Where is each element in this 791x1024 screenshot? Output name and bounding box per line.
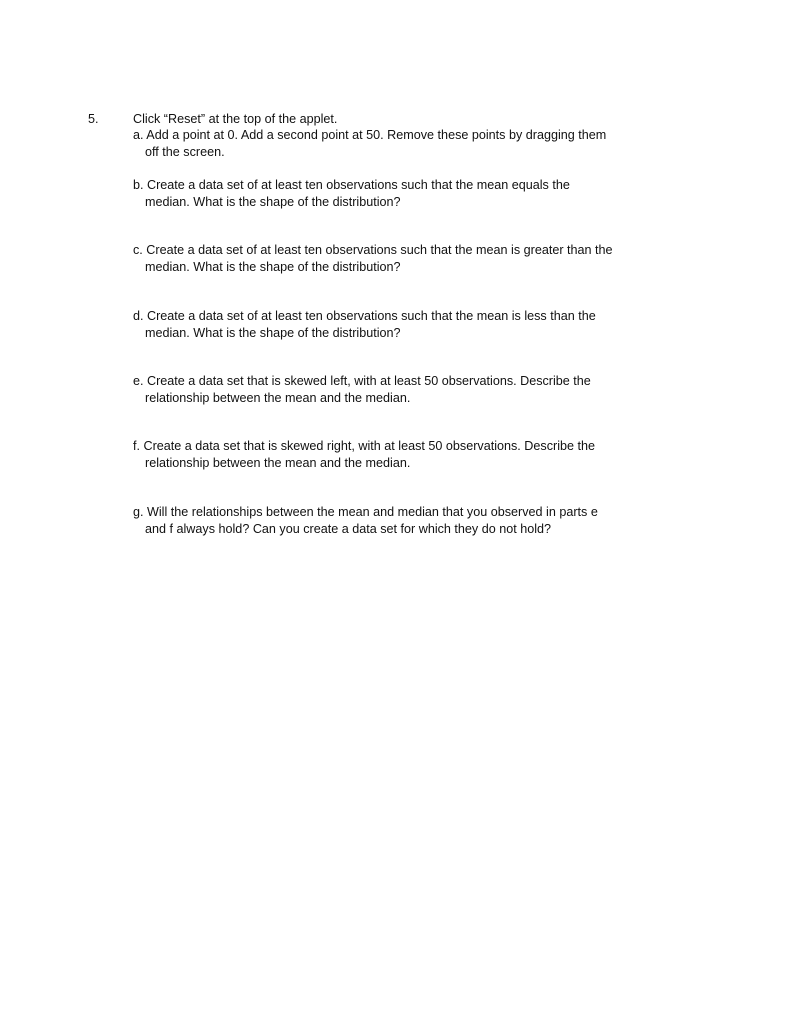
part-g-line-1: g. Will the relationships between the mean and median that you observed in parts e <box>133 505 598 519</box>
part-c-line-1: c. Create a data set of at least ten observations such that the mean is greater than the <box>133 243 613 257</box>
question-part-e <box>133 373 693 407</box>
question-part-c <box>133 242 693 276</box>
part-a-line-2: off the screen. <box>145 145 225 159</box>
part-d-line-2: median. What is the shape of the distribution? <box>145 326 401 340</box>
part-b-line-2: median. What is the shape of the distribution? <box>145 195 401 209</box>
question-part-a <box>133 127 693 161</box>
part-e-line-2: relationship between the mean and the median. <box>145 391 411 405</box>
part-f-line-2: relationship between the mean and the median. <box>145 456 411 470</box>
question-part-b <box>133 177 693 211</box>
question-number: 5. <box>88 112 99 126</box>
question-part-d <box>133 308 693 342</box>
part-a-line-1: a. Add a point at 0. Add a second point at 50. Remove these points by dragging them <box>133 128 607 142</box>
part-d-line-1: d. Create a data set of at least ten observations such that the mean is less than the <box>133 309 596 323</box>
question-part-g <box>133 504 693 538</box>
question-part-f <box>133 438 693 472</box>
part-e-line-1: e. Create a data set that is skewed left, with at least 50 observations. Describe the <box>133 374 591 388</box>
part-c-line-2: median. What is the shape of the distribution? <box>145 260 401 274</box>
part-b-line-1: b. Create a data set of at least ten observations such that the mean equals the <box>133 178 570 192</box>
part-f-line-1: f. Create a data set that is skewed right, with at least 50 observations. Describe the <box>133 439 596 453</box>
question-intro: Click “Reset” at the top of the applet. <box>133 112 338 126</box>
part-g-line-2: and f always hold? Can you create a data set for which they do not hold? <box>145 522 552 536</box>
